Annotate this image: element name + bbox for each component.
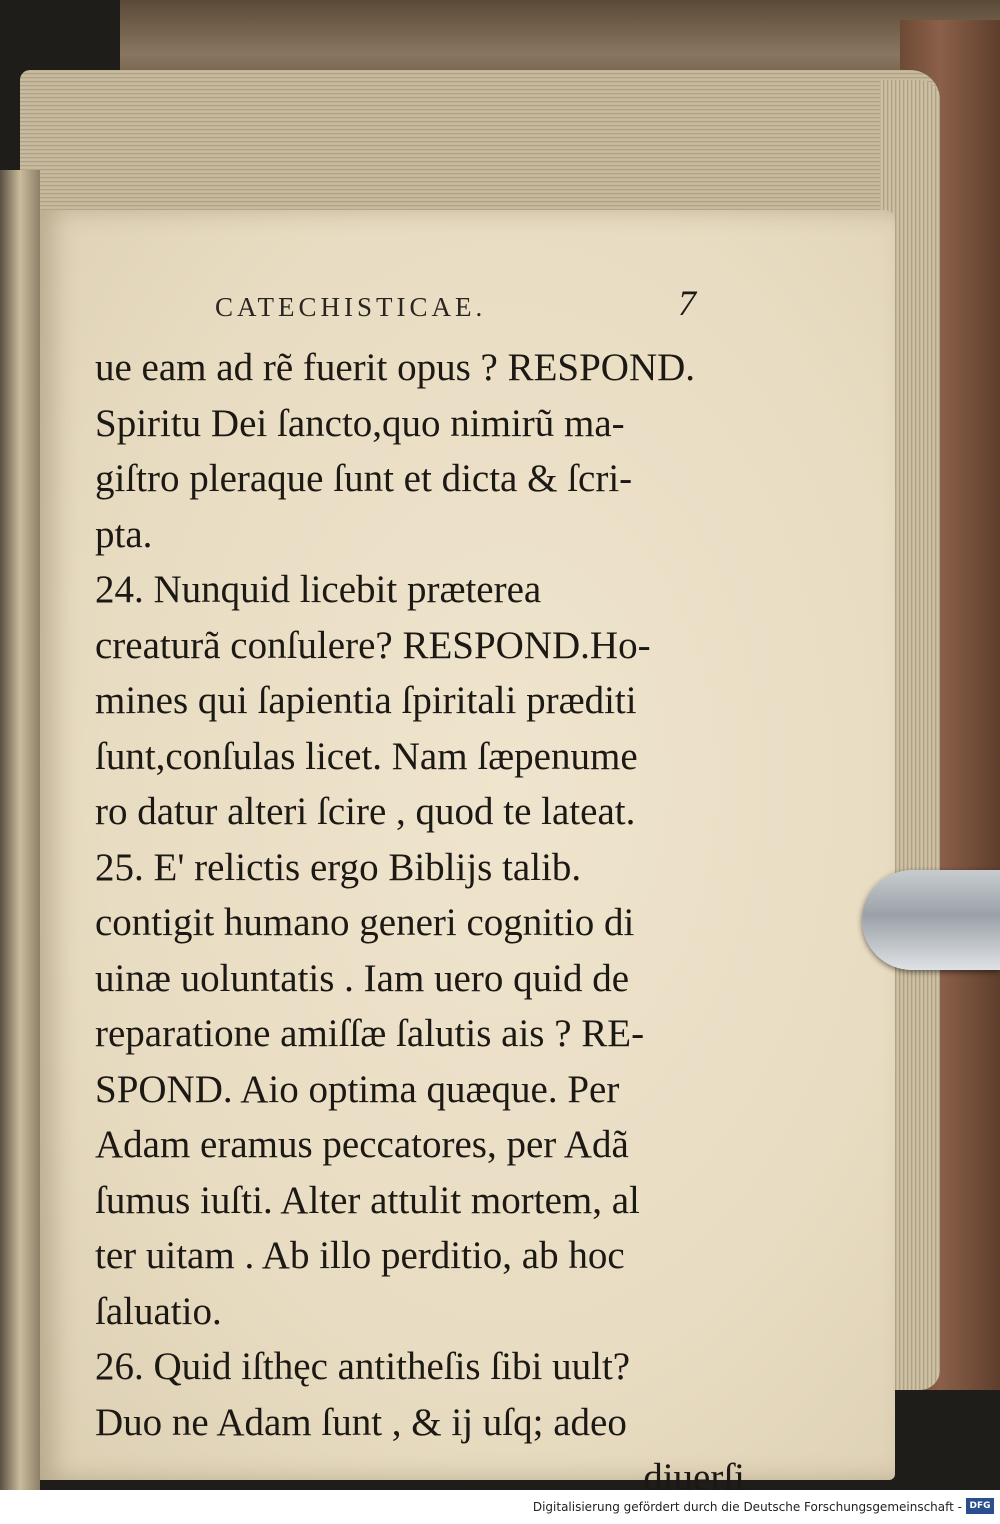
text-line: SPOND. Aio optima quӕque. Per <box>95 1067 620 1111</box>
text-line: Spiritu Dei ſancto,quo nimirũ ma- <box>95 401 625 445</box>
text-line: contigit humano generi cognitio di <box>95 901 635 944</box>
running-head: CATECHISTICAE. <box>215 292 487 322</box>
dfg-logo: DFG <box>966 1498 994 1514</box>
body-text <box>95 340 745 1490</box>
text-line: uinӕ uoluntatis . Iam uero quid de <box>95 956 630 1000</box>
text-line: 25. E' relictis ergo Biblijs talib. <box>95 845 582 889</box>
text-line: Duo ne Adam ſunt , & ij uſq; adeo <box>95 1400 627 1444</box>
text-line: ter uitam . Ab illo perditio, ab hoc <box>95 1234 625 1277</box>
left-page-spine <box>0 170 40 1490</box>
text-line: Adam eramus peccatores, per Adã <box>95 1123 629 1166</box>
text-line: ſaluatio. <box>95 1289 222 1333</box>
text-line: ſunt,conſulas licet. Nam ſӕpenume <box>95 734 638 778</box>
page-number: 7 <box>678 283 696 323</box>
text-line: ro datur alteri ſcire , quod te lateat. <box>95 790 636 833</box>
text-line: ſumus iuſti. Alter attulit mortem, al <box>95 1178 640 1222</box>
text-line: 26. Quid iſthęc antitheſis ſibi uult? <box>95 1345 631 1388</box>
text-line: giſtro pleraque ſunt et dicta & ſcri- <box>95 457 633 500</box>
page-clip <box>862 870 1000 970</box>
text-line: mines qui ſapientia ſpiritali prӕditi <box>95 679 637 722</box>
page-edges-top <box>20 70 940 220</box>
text-line: ue eam ad rẽ fuerit opus ? RESPOND. <box>95 346 696 389</box>
text-line: creaturã conſulere? RESPOND.Ho- <box>95 623 651 667</box>
text-line: reparatione amiſſӕ ſalutis ais ? RE- <box>95 1012 645 1055</box>
digitization-credit: Digitalisierung gefördert durch die Deutsche Forschungsgemeinschaft - <box>532 1500 962 1514</box>
text-line: 24. Nunquid licebit prӕterea <box>95 568 542 611</box>
catchword: diuerſi <box>643 1456 745 1490</box>
text-line: pta. <box>95 512 153 556</box>
